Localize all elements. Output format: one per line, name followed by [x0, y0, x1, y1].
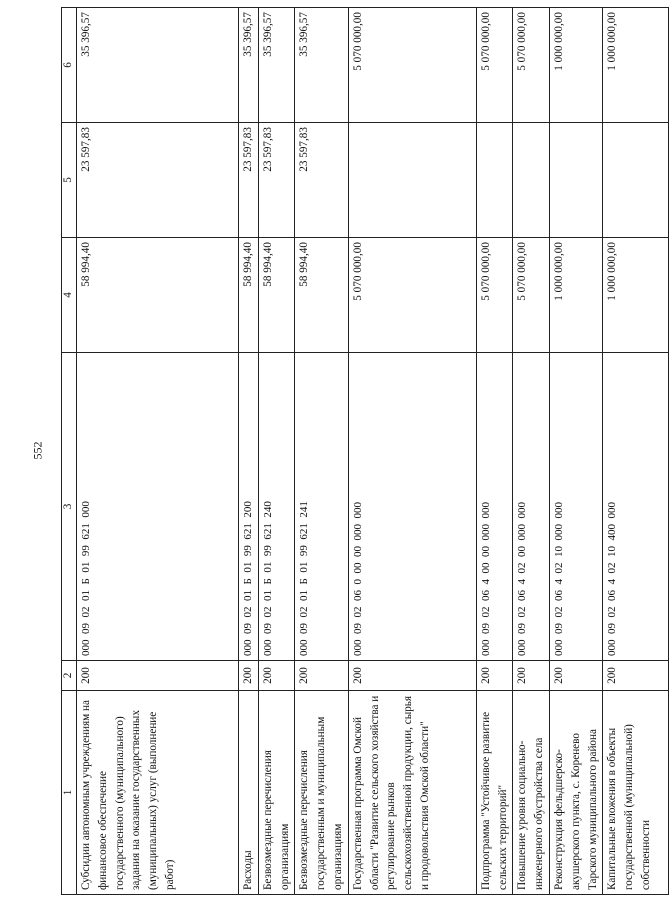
row-kbk: 000 09 02 06 4 02 10 400 000: [603, 353, 669, 661]
row-code: 200: [549, 661, 602, 691]
row-kbk: 000 09 02 01 Б 01 99 621 240: [258, 353, 295, 661]
row-sum-col5: [513, 123, 550, 238]
table-row: [513, 8, 550, 895]
row-sum-col6: 1 000 000,00: [603, 8, 669, 123]
row-code: 200: [77, 661, 239, 691]
row-sum-col6: 5 070 000,00: [348, 8, 476, 123]
row-kbk: 000 09 02 01 Б 01 99 621 000: [77, 353, 239, 661]
row-sum-col4: 58 994,40: [239, 238, 259, 353]
header-cell-4: 4: [62, 238, 77, 353]
row-name: Подпрограмма "Устойчивое развитие сельских территорий": [476, 691, 513, 895]
row-kbk: 000 09 02 01 Б 01 99 621 200: [239, 353, 259, 661]
table-row: [77, 8, 239, 895]
header-cell-6: 6: [62, 8, 77, 123]
row-sum-col6: 35 396,57: [295, 8, 348, 123]
table-row: [239, 8, 259, 895]
row-code: 200: [476, 661, 513, 691]
row-code: 200: [348, 661, 476, 691]
row-name: Повышение уровня социально-инженерного обустройства села: [513, 691, 550, 895]
header-cell-2: 2: [62, 661, 77, 691]
row-sum-col6: 35 396,57: [77, 8, 239, 123]
row-kbk: 000 09 02 06 4 02 00 000 000: [513, 353, 550, 661]
row-kbk: 000 09 02 06 4 00 00 000 000: [476, 353, 513, 661]
row-sum-col5: [476, 123, 513, 238]
row-sum-col5: [603, 123, 669, 238]
row-code: 200: [258, 661, 295, 691]
row-sum-col6: 35 396,57: [239, 8, 259, 123]
row-sum-col4: 58 994,40: [77, 238, 239, 353]
page-number: 552: [30, 441, 45, 460]
budget-table: [61, 7, 669, 895]
row-name: Реконструкция фельдшерско-акушерского пункта, с. Коренево Тарского муниципального района: [549, 691, 602, 895]
row-sum-col6: 35 396,57: [258, 8, 295, 123]
table-row: [348, 8, 476, 895]
row-kbk: 000 09 02 06 4 02 10 000 000: [549, 353, 602, 661]
header-cell-1: 1: [62, 691, 77, 895]
row-sum-col4: 5 070 000,00: [476, 238, 513, 353]
row-sum-col5: 23 597,83: [77, 123, 239, 238]
row-name: Субсидии автономным учреждениям на финансовое обеспечение государственного (муниципального) задания на оказание государственных (муниципальных) услуг (выполнение работ): [77, 691, 239, 895]
row-code: 200: [239, 661, 259, 691]
header-cell-3: 3: [62, 353, 77, 661]
row-name: Безвозмездные перечисления государственным и муниципальным организациям: [295, 691, 348, 895]
row-sum-col6: 5 070 000,00: [476, 8, 513, 123]
row-name: Безвозмездные перечисления организациям: [258, 691, 295, 895]
row-sum-col4: 1 000 000,00: [549, 238, 602, 353]
row-sum-col4: 5 070 000,00: [513, 238, 550, 353]
row-sum-col5: [549, 123, 602, 238]
row-sum-col5: 23 597,83: [258, 123, 295, 238]
header-row: [62, 8, 77, 895]
row-kbk: 000 09 02 06 0 00 00 000 000: [348, 353, 476, 661]
row-sum-col4: 5 070 000,00: [348, 238, 476, 353]
table-row: [549, 8, 602, 895]
row-code: 200: [513, 661, 550, 691]
row-code: 200: [295, 661, 348, 691]
table-row: [603, 8, 669, 895]
row-name: Капитальные вложения в объекты государственной (муниципальной) собственности: [603, 691, 669, 895]
row-sum-col4: 1 000 000,00: [603, 238, 669, 353]
row-sum-col5: 23 597,83: [295, 123, 348, 238]
row-sum-col5: [348, 123, 476, 238]
table-row: [295, 8, 348, 895]
table-row: [258, 8, 295, 895]
row-name: Государственная программа Омской области "Развитие сельского хозяйства и регулирование рынков сельскохозяйственной продукции, сырья и продовольствия Омской области": [348, 691, 476, 895]
row-sum-col4: 58 994,40: [258, 238, 295, 353]
budget-table-rotated: [61, 8, 652, 895]
row-sum-col6: 5 070 000,00: [513, 8, 550, 123]
header-cell-5: 5: [62, 123, 77, 238]
table-row: [476, 8, 513, 895]
row-sum-col6: 1 000 000,00: [549, 8, 602, 123]
row-name: Расходы: [239, 691, 259, 895]
row-code: 200: [603, 661, 669, 691]
row-sum-col4: 58 994,40: [295, 238, 348, 353]
row-sum-col5: 23 597,83: [239, 123, 259, 238]
row-kbk: 000 09 02 01 Б 01 99 621 241: [295, 353, 348, 661]
